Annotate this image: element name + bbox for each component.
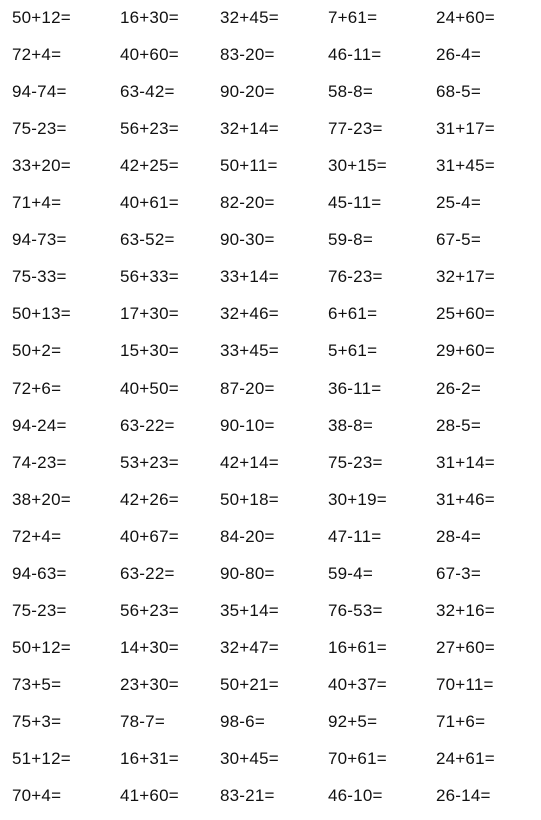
math-problem: 25-4= <box>436 193 481 213</box>
math-problem: 26-14= <box>436 786 491 806</box>
math-problem: 24+60= <box>436 8 495 27</box>
math-problem: 36-11= <box>328 378 382 398</box>
math-problem: 31+17= <box>436 119 495 139</box>
math-problem: 30+45= <box>220 749 279 768</box>
math-problem: 32+16= <box>436 600 495 620</box>
math-problem: 6+61= <box>328 304 378 324</box>
math-problem: 50+13= <box>12 304 71 324</box>
math-problem: 27+60= <box>436 637 495 657</box>
math-problem: 70+4= <box>12 786 62 806</box>
problem-row <box>0 77 541 107</box>
math-problem: 90-10= <box>220 415 275 435</box>
math-problem: 70+11= <box>436 674 494 694</box>
math-problem: 7+61= <box>328 8 378 27</box>
math-problem: 75+3= <box>12 711 62 731</box>
problem-row <box>0 744 541 774</box>
math-problem: 76-23= <box>328 267 383 287</box>
math-problem: 67-5= <box>436 230 481 250</box>
math-problem: 32+46= <box>220 304 279 324</box>
math-problem: 45-11= <box>328 193 382 213</box>
math-problem: 75-23= <box>12 600 67 620</box>
problem-row <box>0 670 541 700</box>
problem-row <box>0 188 541 218</box>
math-problem: 40+60= <box>120 45 179 65</box>
math-problem: 25+60= <box>436 304 495 324</box>
problem-row <box>0 151 541 181</box>
math-problem: 40+67= <box>120 526 179 546</box>
math-problem: 35+14= <box>220 600 279 620</box>
math-problem: 83-21= <box>220 786 275 806</box>
math-problem: 16+61= <box>328 637 387 657</box>
math-problem: 14+30= <box>120 637 179 657</box>
math-problem: 17+30= <box>120 304 179 324</box>
math-problem: 24+61= <box>436 749 495 768</box>
math-problem: 41+60= <box>120 786 179 806</box>
math-problem: 68-5= <box>436 82 481 102</box>
problem-row <box>0 559 541 589</box>
math-problem: 59-8= <box>328 230 373 250</box>
math-problem: 72+4= <box>12 45 62 65</box>
math-problem: 33+45= <box>220 341 279 361</box>
math-problem: 32+45= <box>220 8 279 27</box>
math-problem: 63-22= <box>120 415 175 435</box>
math-problem: 71+6= <box>436 711 486 731</box>
problem-row <box>0 336 541 366</box>
math-problem: 90-80= <box>220 563 275 583</box>
math-problem: 5+61= <box>328 341 378 361</box>
problem-row <box>0 633 541 663</box>
math-problem: 50+21= <box>220 674 279 694</box>
math-problem: 92+5= <box>328 711 378 731</box>
math-problem: 67-3= <box>436 563 481 583</box>
math-problem: 40+61= <box>120 193 179 213</box>
math-problem: 32+47= <box>220 637 279 657</box>
problem-row <box>0 299 541 329</box>
math-problem: 87-20= <box>220 378 275 398</box>
math-problem: 16+30= <box>120 8 179 27</box>
math-problem: 38+20= <box>12 489 71 509</box>
math-problem: 94-74= <box>12 82 67 102</box>
math-problem: 56+33= <box>120 267 179 287</box>
math-problem: 42+25= <box>120 156 179 176</box>
math-problem: 51+12= <box>12 749 71 768</box>
math-problem: 33+14= <box>220 267 279 287</box>
math-problem: 77-23= <box>328 119 383 139</box>
math-problem: 94-24= <box>12 415 67 435</box>
math-problem: 40+50= <box>120 378 179 398</box>
math-problem: 82-20= <box>220 193 275 213</box>
math-problem: 31+45= <box>436 156 495 176</box>
math-problem: 31+46= <box>436 489 495 509</box>
math-problem: 46-11= <box>328 45 382 65</box>
math-problem: 53+23= <box>120 452 179 472</box>
math-problem: 33+20= <box>12 156 71 176</box>
math-problem: 94-73= <box>12 230 67 250</box>
math-problem: 83-20= <box>220 45 275 65</box>
math-problem: 63-52= <box>120 230 175 250</box>
math-problem: 32+14= <box>220 119 279 139</box>
problem-row <box>0 3 541 33</box>
math-problem: 98-6= <box>220 711 265 731</box>
math-problem: 63-22= <box>120 563 175 583</box>
math-problem: 76-53= <box>328 600 383 620</box>
math-problem: 75-23= <box>328 452 383 472</box>
problem-row <box>0 225 541 255</box>
math-problem: 30+19= <box>328 489 387 509</box>
math-problem: 42+26= <box>120 489 179 509</box>
math-problem: 50+18= <box>220 489 279 509</box>
math-problem: 50+12= <box>12 8 71 27</box>
problem-row <box>0 374 541 404</box>
math-problem: 75-23= <box>12 119 67 139</box>
math-problem: 78-7= <box>120 711 165 731</box>
math-problem: 29+60= <box>436 341 495 361</box>
problem-row <box>0 596 541 626</box>
math-problem: 94-63= <box>12 563 67 583</box>
math-problem: 74-23= <box>12 452 67 472</box>
math-problem: 26-2= <box>436 378 481 398</box>
math-problem: 50+11= <box>220 156 278 176</box>
math-problem: 28-4= <box>436 526 481 546</box>
math-problem: 46-10= <box>328 786 383 806</box>
math-problem: 31+14= <box>436 452 495 472</box>
problem-row <box>0 262 541 292</box>
problem-row <box>0 114 541 144</box>
math-problem: 23+30= <box>120 674 179 694</box>
problem-row <box>0 448 541 478</box>
math-problem: 38-8= <box>328 415 373 435</box>
math-problem: 58-8= <box>328 82 373 102</box>
problem-row <box>0 485 541 515</box>
math-problem: 16+31= <box>120 749 179 768</box>
math-problem: 56+23= <box>120 600 179 620</box>
math-problem: 56+23= <box>120 119 179 139</box>
math-problem: 71+4= <box>12 193 62 213</box>
math-problem: 73+5= <box>12 674 62 694</box>
math-problem: 50+12= <box>12 637 71 657</box>
problem-row <box>0 411 541 441</box>
math-problem: 15+30= <box>120 341 179 361</box>
problem-row <box>0 707 541 737</box>
math-problem: 47-11= <box>328 526 382 546</box>
math-problem: 42+14= <box>220 452 279 472</box>
problem-row <box>0 522 541 552</box>
math-problem: 40+37= <box>328 674 387 694</box>
math-problem: 72+4= <box>12 526 62 546</box>
math-problem: 32+17= <box>436 267 495 287</box>
math-problem: 30+15= <box>328 156 387 176</box>
math-problem: 63-42= <box>120 82 175 102</box>
math-problem: 59-4= <box>328 563 373 583</box>
math-problem: 75-33= <box>12 267 67 287</box>
math-problem: 90-20= <box>220 82 275 102</box>
math-problem: 28-5= <box>436 415 481 435</box>
problem-row <box>0 40 541 70</box>
math-problem: 50+2= <box>12 341 62 361</box>
math-problem: 70+61= <box>328 749 387 768</box>
problem-row <box>0 781 541 811</box>
math-problem: 26-4= <box>436 45 481 65</box>
math-problem: 84-20= <box>220 526 275 546</box>
math-problem: 72+6= <box>12 378 62 398</box>
math-problem: 90-30= <box>220 230 275 250</box>
